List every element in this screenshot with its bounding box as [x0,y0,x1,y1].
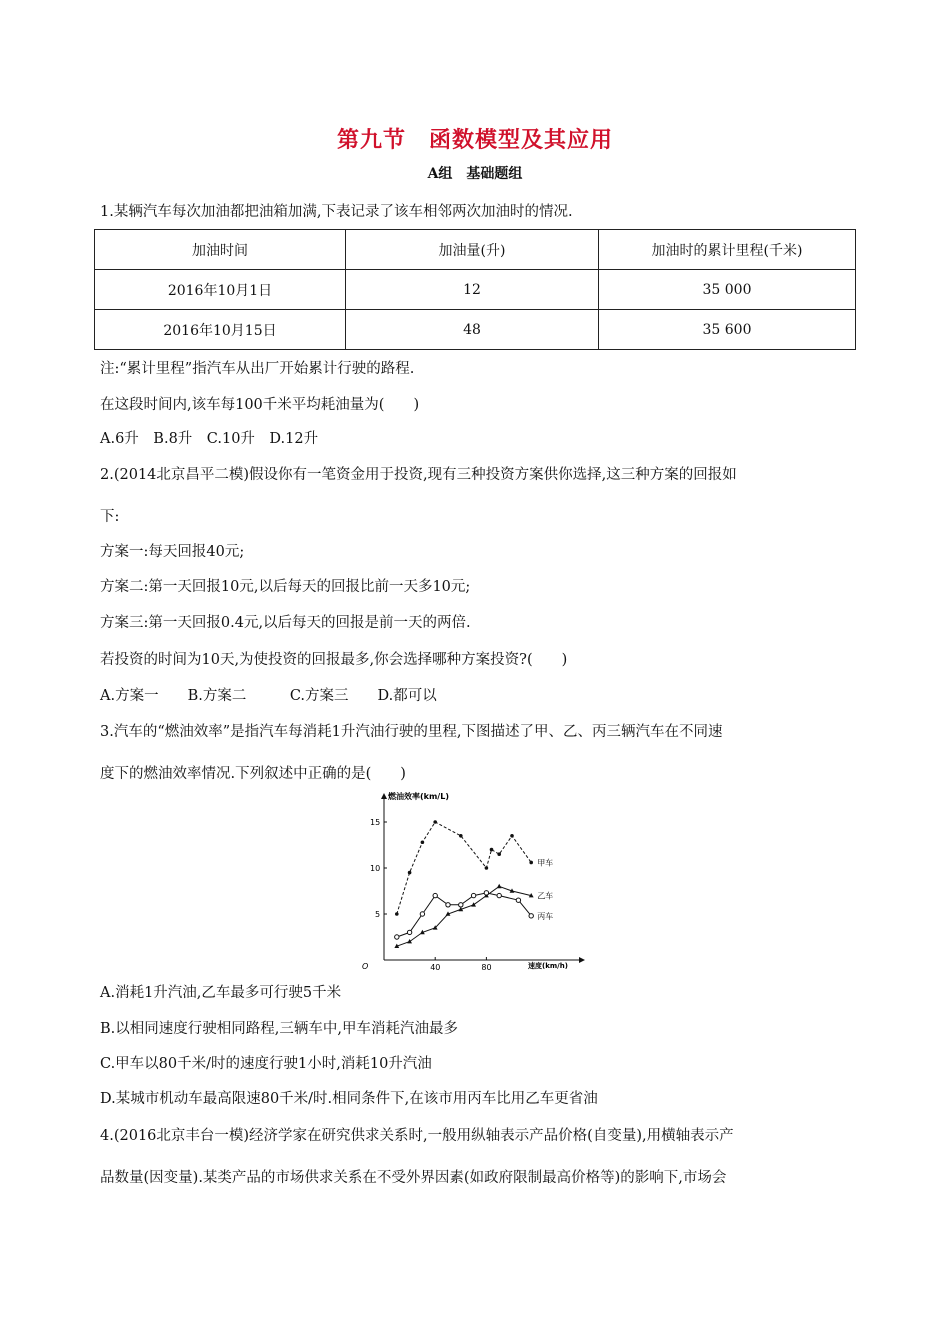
table-row [95,270,856,310]
data-point [485,866,489,870]
data-point [433,893,437,897]
table-header: 加油时的累计里程(千米) [599,230,856,270]
origin-label: O [362,962,369,971]
y-axis-label: 燃油效率(km/L) [388,792,449,801]
chart-svg [356,788,586,973]
data-point [420,912,424,916]
q2-stem-cont: 下: [100,509,120,525]
data-point [446,903,450,907]
q2-plan-3: 方案三:第一天回报0.4元,以后每天的回报是前一天的两倍. [100,615,471,631]
q2-options: A.方案一 B.方案二 C.方案三 D.都可以 [100,688,437,704]
series-label: 乙车 [537,891,554,901]
q2-question: 若投资的时间为10天,为使投资的回报最多,你会选择哪种方案投资?( ) [100,652,568,668]
data-point [516,898,520,902]
data-point [497,852,501,856]
data-point [395,912,399,916]
data-point [408,871,412,875]
series-label: 甲车 [537,858,554,868]
data-point [490,848,494,852]
data-point [471,893,475,897]
table-cell: 2016年10月15日 [95,310,346,350]
table-header-row [95,230,856,270]
q3-stem-cont: 度下的燃油效率情况.下列叙述中正确的是( ) [100,766,406,782]
page-title: 第九节 函数模型及其应用 [336,127,613,153]
table-header: 加油量(升) [346,230,599,270]
x-tick-label: 40 [430,963,441,972]
series-line [397,893,531,937]
data-point [459,834,463,838]
q2-plan-2: 方案二:第一天回报10元,以后每天的回报比前一天多10元; [100,579,471,595]
data-point [529,914,533,918]
data-point [421,840,425,844]
table-cell: 2016年10月1日 [95,270,346,310]
data-point [433,820,437,824]
table-cell: 12 [346,270,599,310]
data-point [484,891,488,895]
data-point [407,930,411,934]
data-point [497,893,501,897]
q1-stem: 1.某辆汽车每次加油都把油箱加满,下表记录了该车相邻两次加油时的情况. [100,204,573,220]
q3-option-d: D.某城市机动车最高限速80千米/时.相同条件下,在该市用丙车比用乙车更省油 [100,1091,598,1107]
table-header: 加油时间 [95,230,346,270]
x-tick-label: 80 [481,963,492,972]
series-label: 丙车 [537,911,554,921]
q4-stem-cont: 品数量(因变量).某类产品的市场供求关系在不受外界因素(如政府限制最高价格等)的影响下,市场会 [100,1170,727,1186]
y-tick-label: 10 [370,864,381,873]
table-row [95,310,856,350]
series-line [397,886,531,946]
q2-stem: 2.(2014北京昌平二模)假设你有一笔资金用于投资,现有三种投资方案供你选择,这三种方案的回报如 [100,467,737,483]
data-point [459,903,463,907]
fuel-table [94,229,856,350]
q3-option-c: C.甲车以80千米/时的速度行驶1小时,消耗10升汽油 [100,1056,432,1072]
data-point [395,935,399,939]
data-point [529,861,533,865]
q1-options: A.6升 B.8升 C.10升 D.12升 [100,431,319,447]
q4-stem: 4.(2016北京丰台一模)经济学家在研究供求关系时,一般用纵轴表示产品价格(自变量),用横轴表示产 [100,1128,734,1144]
x-axis-label: 速度(km/h) [528,962,568,970]
q3-stem: 3.汽车的“燃油效率”是指汽车每消耗1升汽油行驶的里程,下图描述了甲、乙、丙三辆汽车在不同速 [100,724,723,740]
data-point [471,902,476,906]
q1-question: 在这段时间内,该车每100千米平均耗油量为( ) [100,397,420,413]
q3-option-b: B.以相同速度行驶相同路程,三辆车中,甲车消耗汽油最多 [100,1021,458,1037]
q1-note: 注:“累计里程”指汽车从出厂开始累计行驶的路程. [100,361,415,377]
table-cell: 35 600 [599,310,856,350]
data-point [510,834,514,838]
fuel-efficiency-chart [356,788,586,973]
table-cell: 35 000 [599,270,856,310]
data-point [497,884,502,888]
table-cell: 48 [346,310,599,350]
y-tick-label: 15 [370,818,381,827]
data-point [407,939,412,943]
q3-option-a: A.消耗1升汽油,乙车最多可行驶5千米 [100,985,342,1001]
y-tick-label: 5 [375,910,381,919]
section-title: A组 基础题组 [427,166,523,182]
q2-plan-1: 方案一:每天回报40元; [100,544,245,560]
